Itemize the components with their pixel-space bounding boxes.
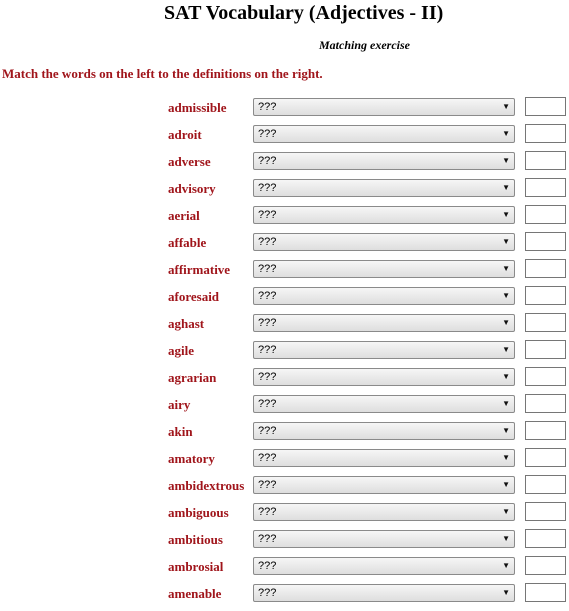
definition-select-value: ??? — [258, 128, 277, 140]
definition-select[interactable] — [253, 449, 515, 467]
answer-input[interactable] — [525, 259, 566, 278]
answer-input[interactable] — [525, 367, 566, 386]
answer-input[interactable] — [525, 529, 566, 548]
matching-rows — [0, 98, 569, 611]
definition-select-value: ??? — [258, 452, 277, 464]
answer-input[interactable] — [525, 394, 566, 413]
definition-select-value: ??? — [258, 506, 277, 518]
definition-select[interactable] — [253, 125, 515, 143]
matching-row — [0, 314, 569, 341]
definition-select[interactable] — [253, 503, 515, 521]
answer-input[interactable] — [525, 583, 566, 602]
matching-row — [0, 503, 569, 530]
chevron-down-icon: ▼ — [502, 561, 510, 570]
matching-row — [0, 287, 569, 314]
definition-select[interactable] — [253, 287, 515, 305]
definition-select-value: ??? — [258, 263, 277, 275]
definition-select[interactable] — [253, 260, 515, 278]
answer-input[interactable] — [525, 178, 566, 197]
definition-select[interactable] — [253, 98, 515, 116]
definition-select[interactable] — [253, 584, 515, 602]
answer-input[interactable] — [525, 286, 566, 305]
definition-select[interactable] — [253, 422, 515, 440]
word-label: ambidextrous — [168, 478, 245, 493]
definition-select-value: ??? — [258, 290, 277, 302]
definition-select-value: ??? — [258, 398, 277, 410]
answer-input[interactable] — [525, 502, 566, 521]
word-label: akin — [168, 424, 193, 439]
word-label: adroit — [168, 127, 202, 142]
definition-select[interactable] — [253, 179, 515, 197]
chevron-down-icon: ▼ — [502, 480, 510, 489]
definition-select-value: ??? — [258, 101, 277, 113]
matching-row — [0, 152, 569, 179]
answer-input[interactable] — [525, 556, 566, 575]
answer-input[interactable] — [525, 97, 566, 116]
definition-select-value: ??? — [258, 209, 277, 221]
definition-select[interactable] — [253, 557, 515, 575]
definition-select[interactable] — [253, 530, 515, 548]
matching-row — [0, 476, 569, 503]
answer-input[interactable] — [525, 340, 566, 359]
matching-row — [0, 584, 569, 611]
definition-select[interactable] — [253, 395, 515, 413]
answer-input[interactable] — [525, 124, 566, 143]
answer-input[interactable] — [525, 421, 566, 440]
word-label: agrarian — [168, 370, 217, 385]
matching-row — [0, 125, 569, 152]
definition-select-value: ??? — [258, 371, 277, 383]
word-label: admissible — [168, 100, 227, 115]
definition-select-value: ??? — [258, 236, 277, 248]
chevron-down-icon: ▼ — [502, 399, 510, 408]
matching-row — [0, 422, 569, 449]
definition-select[interactable] — [253, 476, 515, 494]
word-label: affable — [168, 235, 207, 250]
definition-select[interactable] — [253, 152, 515, 170]
matching-row — [0, 368, 569, 395]
word-label: affirmative — [168, 262, 231, 277]
chevron-down-icon: ▼ — [502, 318, 510, 327]
chevron-down-icon: ▼ — [502, 588, 510, 597]
matching-row — [0, 530, 569, 557]
answer-input[interactable] — [525, 448, 566, 467]
word-label: airy — [168, 397, 191, 412]
word-label: advisory — [168, 181, 216, 196]
chevron-down-icon: ▼ — [502, 426, 510, 435]
matching-row — [0, 260, 569, 287]
definition-select[interactable] — [253, 341, 515, 359]
definition-select-value: ??? — [258, 344, 277, 356]
matching-row — [0, 341, 569, 368]
word-label: agile — [168, 343, 194, 358]
matching-row — [0, 395, 569, 422]
chevron-down-icon: ▼ — [502, 372, 510, 381]
definition-select[interactable] — [253, 314, 515, 332]
word-label: ambitious — [168, 532, 223, 547]
chevron-down-icon: ▼ — [502, 345, 510, 354]
page-title: SAT Vocabulary (Adjectives - II) — [164, 2, 444, 24]
word-label: aghast — [168, 316, 205, 331]
chevron-down-icon: ▼ — [502, 534, 510, 543]
definition-select-value: ??? — [258, 587, 277, 599]
chevron-down-icon: ▼ — [502, 264, 510, 273]
definition-select[interactable] — [253, 206, 515, 224]
word-label: ambiguous — [168, 505, 229, 520]
definition-select-value: ??? — [258, 560, 277, 572]
chevron-down-icon: ▼ — [502, 453, 510, 462]
definition-select[interactable] — [253, 368, 515, 386]
answer-input[interactable] — [525, 313, 566, 332]
word-label: amenable — [168, 586, 222, 601]
word-label: aerial — [168, 208, 200, 223]
definition-select-value: ??? — [258, 479, 277, 491]
chevron-down-icon: ▼ — [502, 210, 510, 219]
answer-input[interactable] — [525, 151, 566, 170]
page-subtitle: Matching exercise — [319, 38, 410, 52]
matching-row — [0, 557, 569, 584]
matching-row — [0, 449, 569, 476]
chevron-down-icon: ▼ — [502, 183, 510, 192]
word-label: ambrosial — [168, 559, 224, 574]
word-label: amatory — [168, 451, 215, 466]
matching-row — [0, 179, 569, 206]
definition-select-value: ??? — [258, 155, 277, 167]
chevron-down-icon: ▼ — [502, 129, 510, 138]
matching-row — [0, 233, 569, 260]
definition-select-value: ??? — [258, 317, 277, 329]
definition-select[interactable] — [253, 233, 515, 251]
definition-select-value: ??? — [258, 182, 277, 194]
chevron-down-icon: ▼ — [502, 237, 510, 246]
word-label: adverse — [168, 154, 211, 169]
answer-input[interactable] — [525, 205, 566, 224]
definition-select-value: ??? — [258, 425, 277, 437]
chevron-down-icon: ▼ — [502, 102, 510, 111]
answer-input[interactable] — [525, 232, 566, 251]
matching-row — [0, 98, 569, 125]
matching-row — [0, 206, 569, 233]
chevron-down-icon: ▼ — [502, 156, 510, 165]
chevron-down-icon: ▼ — [502, 291, 510, 300]
instructions-text: Match the words on the left to the definitions on the right. — [2, 66, 323, 81]
chevron-down-icon: ▼ — [502, 507, 510, 516]
word-label: aforesaid — [168, 289, 220, 304]
definition-select-value: ??? — [258, 533, 277, 545]
answer-input[interactable] — [525, 475, 566, 494]
